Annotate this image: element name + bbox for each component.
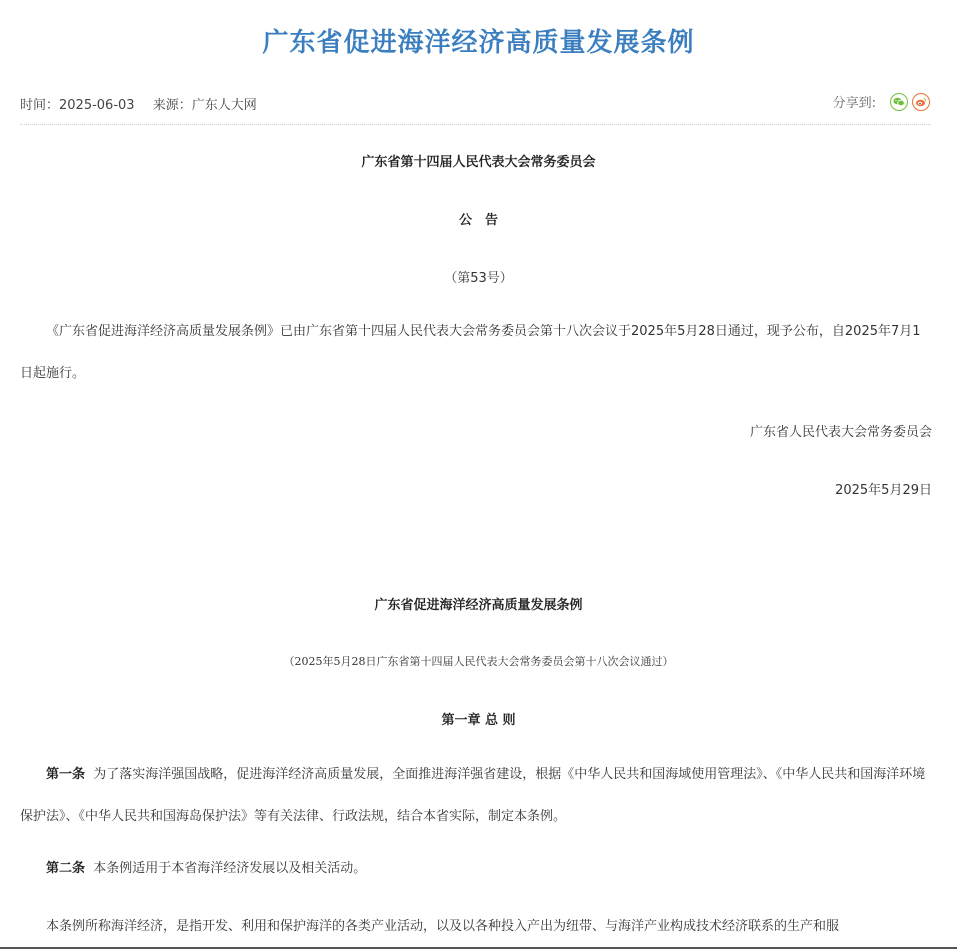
notice-number: （第53号） <box>444 271 513 286</box>
article-2 <box>20 848 932 890</box>
article-2-text: 本条例适用于本省海洋经济发展以及相关活动。 <box>93 861 367 876</box>
article-1-label: 第一条 <box>46 767 86 782</box>
article-1 <box>20 754 932 838</box>
notice-body: 《广东省促进海洋经济高质量发展条例》已由广东省第十四届人民代表大会常务委员会第十八次会议于2025年5月28日通过，现予公布，自2025年7月1日起施行。 <box>20 324 921 381</box>
article-2-label: 第二条 <box>46 861 86 876</box>
notice-issuer: 广东省第十四届人民代表大会常务委员会 <box>361 155 596 170</box>
wechat-icon[interactable] <box>890 93 908 111</box>
share-label: 分享到: <box>832 96 876 111</box>
notice-signer: 广东省人民代表大会常务委员会 <box>749 425 932 440</box>
publish-time: 时间：2025-06-03 <box>20 98 135 113</box>
share-bar <box>833 92 930 111</box>
article-source: 来源：广东人大网 <box>152 98 257 113</box>
notice-heading: 公 告 <box>458 213 498 228</box>
article-title: 广东省促进海洋经济高质量发展条例 <box>262 28 695 58</box>
notice-date: 2025年5月29日 <box>835 483 932 498</box>
article-meta <box>20 94 271 113</box>
meta-divider <box>20 124 931 125</box>
article-2-paragraph-2: 本条例所称海洋经济，是指开发、利用和保护海洋的各类产业活动，以及以各种投入产出为纽带、与海洋产业构成技术经济联系的生产和服 <box>46 919 840 934</box>
weibo-icon[interactable] <box>912 93 930 111</box>
adoption-note: （2025年5月28日广东省第十四届人民代表大会常务委员会第十八次会议通过） <box>283 655 674 668</box>
chapter-heading: 第一章 总 则 <box>441 713 516 728</box>
regulation-title: 广东省促进海洋经济高质量发展条例 <box>374 598 583 613</box>
article-1-text: 为了落实海洋强国战略，促进海洋经济高质量发展，全面推进海洋强省建设，根据《中华人民共和国海域使用管理法》、《中华人民共和国海洋环境保护法》、《中华人民共和国海岛保护法》等有关法律、行政法规，结合本省实际，制定本条例。 <box>20 767 926 824</box>
